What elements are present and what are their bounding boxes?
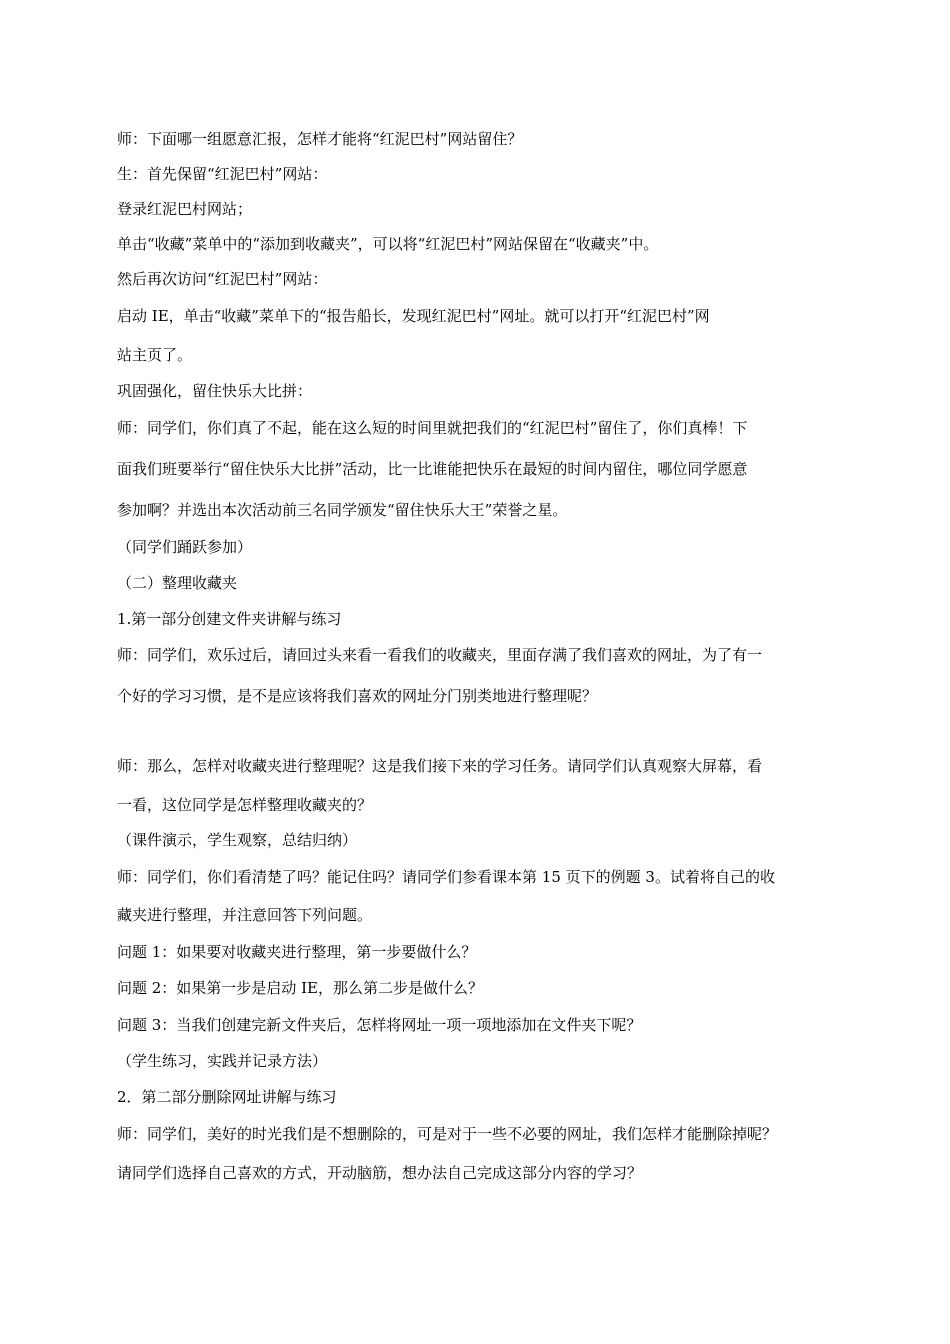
text-line: （同学们踊跃参加） (117, 538, 253, 556)
text-line: 单击“收藏”菜单中的“添加到收藏夹”，可以将“红泥巴村”网站保留在“收藏夹”中。 (117, 235, 659, 253)
text-line: （课件演示，学生观察，总结归纳） (117, 831, 358, 849)
subsection-heading: 2．第二部分删除网址讲解与练习 (117, 1088, 337, 1106)
text-line: 登录红泥巴村网站； (117, 200, 253, 218)
text-line: 藏夹进行整理，并注意回答下列问题。 (117, 906, 373, 924)
text-line: 个好的学习习惯，是不是应该将我们喜欢的网址分门别类地进行整理呢？ (117, 687, 598, 705)
text-line: 师：同学们，你们看清楚了吗？能记住吗？请同学们参看课本第 15 页下的例题 3。试着将自己的收 (117, 868, 775, 886)
question-line: 问题 1：如果要对收藏夹进行整理，第一步要做什么？ (117, 943, 477, 961)
text-line: 面我们班要举行“留住快乐大比拼”活动，比一比谁能把快乐在最短的时间内留住，哪位同学愿意 (117, 460, 748, 478)
text-line: 师：下面哪一组愿意汇报，怎样才能将“红泥巴村”网站留住？ (117, 130, 523, 148)
text-line: 站主页了。 (117, 346, 193, 364)
question-line: 问题 2：如果第一步是启动 IE，那么第二步是做什么？ (117, 979, 483, 997)
text-line: （学生练习，实践并记录方法） (117, 1052, 328, 1070)
text-line: 生：首先保留“红泥巴村”网站： (117, 165, 328, 183)
text-line: 参加啊？并选出本次活动前三名同学颁发“留住快乐大王”荣誉之星。 (117, 501, 568, 519)
text-line: 一看，这位同学是怎样整理收藏夹的？ (117, 796, 373, 814)
subsection-heading: 1.第一部分创建文件夹讲解与练习 (117, 610, 342, 628)
text-line: 师：那么，怎样对收藏夹进行整理呢？这是我们接下来的学习任务。请同学们认真观察大屏幕，看 (117, 757, 763, 775)
text-line: 师：同学们，美好的时光我们是不想删除的，可是对于一些不必要的网址，我们怎样才能删除掉呢？ (117, 1125, 778, 1143)
section-heading: （二）整理收藏夹 (117, 574, 238, 592)
text-line: 师：同学们，欢乐过后，请回过头来看一看我们的收藏夹，里面存满了我们喜欢的网址，为了有一 (117, 646, 763, 664)
text-line: 启动 IE，单击“收藏”菜单下的“报告船长，发现红泥巴村”网址。就可以打开“红泥巴村”网 (117, 307, 710, 325)
text-line: 请同学们选择自己喜欢的方式，开动脑筋，想办法自己完成这部分内容的学习？ (117, 1164, 643, 1182)
text-line: 师：同学们，你们真了不起，能在这么短的时间里就把我们的“红泥巴村”留住了，你们真棒！下 (117, 419, 748, 437)
text-line: 然后再次访问“红泥巴村”网站： (117, 270, 328, 288)
question-line: 问题 3：当我们创建完新文件夹后，怎样将网址一项一项地添加在文件夹下呢？ (117, 1016, 642, 1034)
text-line: 巩固强化，留住快乐大比拼： (117, 382, 313, 400)
